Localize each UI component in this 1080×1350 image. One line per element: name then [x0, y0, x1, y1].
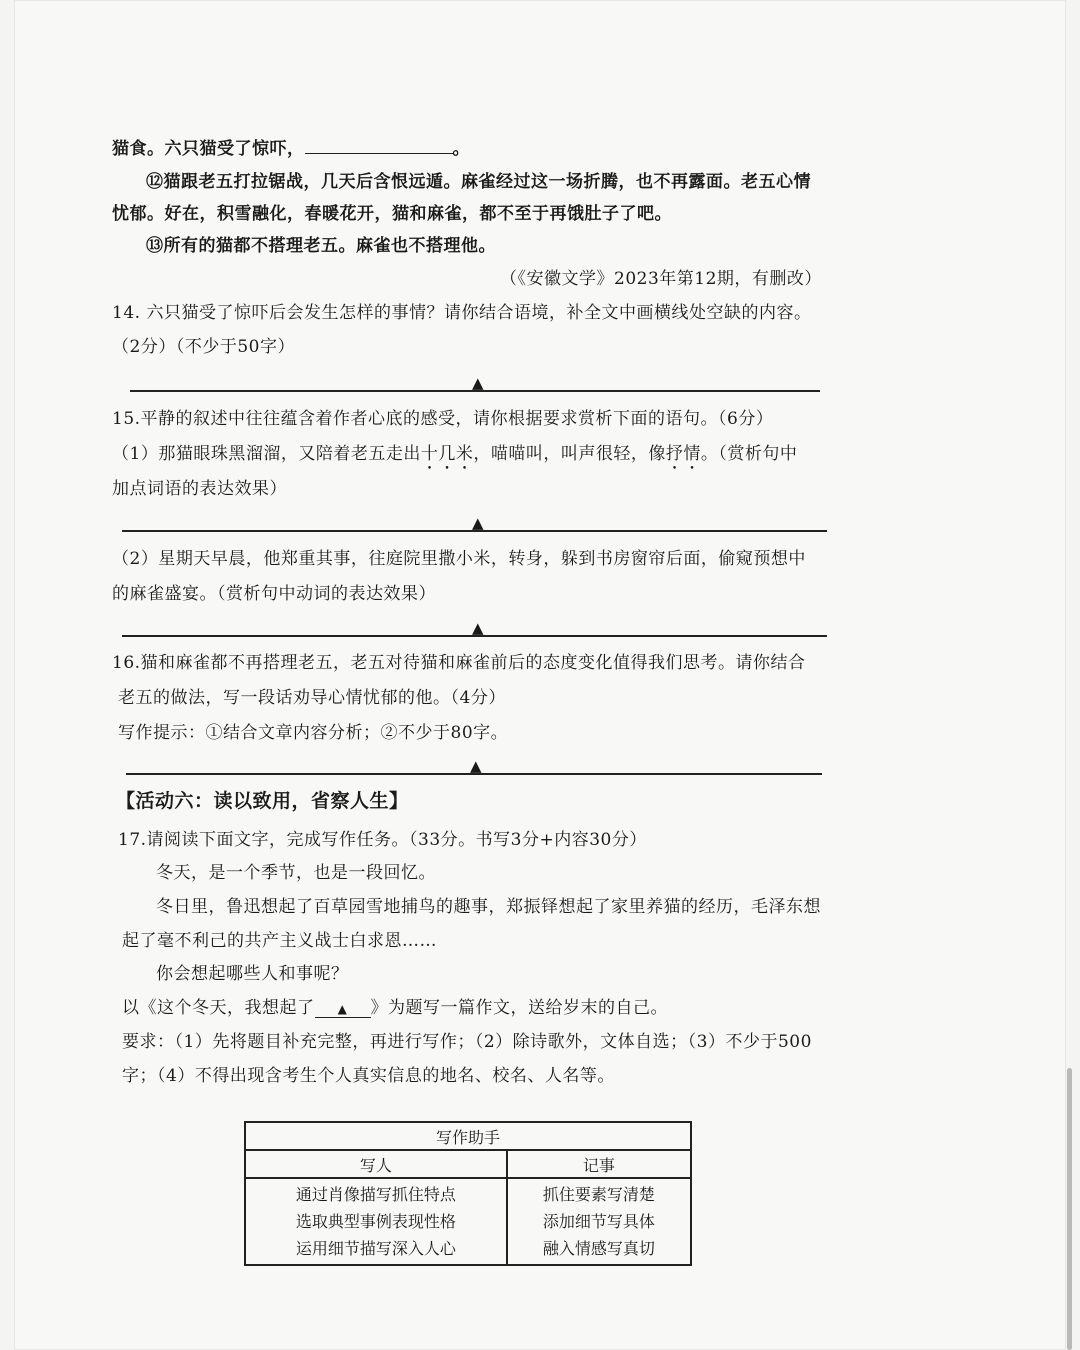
question-15-sub-1-line-2: 加点词语的表达效果）: [112, 479, 287, 499]
table-cell: 通过肖像描写抓住特点: [295, 1185, 456, 1204]
requirements-line-2: 字；（4）不得出现含考生个人真实信息的地名、校名、人名等。: [122, 1066, 615, 1086]
writing-helper-table: [244, 1121, 692, 1266]
material-line-1: 冬天，是一个季节，也是一段回忆。: [156, 863, 436, 883]
column-header-event: 记事: [507, 1150, 691, 1178]
table-cell: 抓住要素写清楚: [542, 1185, 655, 1204]
table-cell: 添加细节写具体: [542, 1212, 655, 1231]
dotted-word-2: 抒情: [665, 444, 701, 464]
paragraph-13: ⑬所有的猫都不搭理老五。麻雀也不搭理他。: [146, 236, 496, 256]
dotted-word-1: 十几米: [420, 444, 474, 464]
person-tips-cell: [245, 1178, 507, 1265]
answer-mark-14: ▲: [472, 374, 484, 392]
question-16-line-1: 16.猫和麻雀都不再搭理老五，老五对待猫和麻雀前后的态度变化值得我们思考。请你结合: [112, 653, 806, 673]
table-title: 写作助手: [245, 1122, 691, 1150]
question-15-sub-1-line-1: （1）那猫眼珠黑溜溜，又陪着老五走出十几米，喵喵叫，叫声很轻，像抒情。（赏析句中: [112, 444, 798, 464]
paragraph-12-line-2: 忧郁。好在，积雪融化，春暖花开，猫和麻雀，都不至于再饿肚子了吧。: [112, 204, 672, 224]
question-16-line-2: 老五的做法，写一段话劝导心情忧郁的他。（4分）: [118, 688, 506, 708]
fill-blank: [305, 139, 453, 154]
essay-title-prompt: 以《这个冬天，我想起了 ▲ 》为题写一篇作文，送给岁末的自己。: [122, 998, 668, 1018]
source-citation: （《安徽文学》2023年第12期，有删改）: [500, 269, 822, 289]
question-14-line-1: 14. 六只猫受了惊吓后会发生怎样的事情？请你结合语境，补全文中画横线处空缺的内容。: [112, 303, 812, 323]
column-header-person: 写人: [245, 1150, 507, 1178]
answer-mark-16: ▲: [470, 757, 482, 775]
table-cell: 选取典型事例表现性格: [295, 1212, 456, 1231]
question-15-sub-2-line-2: 的麻雀盛宴。（赏析句中动词的表达效果）: [112, 584, 436, 604]
passage-line-1: 猫食。六只猫受了惊吓， 。: [112, 139, 470, 159]
table-cell: 融入情感写真切: [542, 1239, 655, 1258]
answer-mark-15-2: ▲: [472, 619, 484, 637]
answer-mark-15-1: ▲: [472, 514, 484, 532]
question-15-stem: 15.平静的叙述中往往蕴含着作者心底的感受，请你根据要求赏析下面的语句。（6分）: [112, 409, 774, 429]
material-line-4: 你会想起哪些人和事呢？: [156, 964, 349, 984]
question-17-stem: 17.请阅读下面文字，完成写作任务。（33分。书写3分+内容30分）: [118, 830, 647, 850]
requirements-line-1: 要求：（1）先将题目补充完整，再进行写作；（2）除诗歌外，文体自选；（3）不少于500: [122, 1032, 812, 1052]
vertical-scrollbar[interactable]: [1067, 1068, 1072, 1350]
table-cell: 运用细节描写深入人心: [295, 1239, 456, 1258]
question-15-sub-2-line-1: （2）星期天早晨，他郑重其事，往庭院里撒小米，转身，躲到书房窗帘后面，偷窥预想中: [112, 549, 806, 569]
question-14-line-2: （2分）（不少于50字）: [112, 337, 295, 357]
activity-6-heading: 【活动六：读以致用，省察人生】: [116, 790, 409, 812]
material-line-2: 冬日里，鲁迅想起了百草园雪地捕鸟的趣事，郑振铎想起了家里养猫的经历，毛泽东想: [156, 897, 821, 917]
material-line-3: 起了毫不利己的共产主义战士白求恩……: [122, 931, 437, 951]
title-blank: ▲: [315, 1003, 371, 1018]
question-16-writing-tips: 写作提示：①结合文章内容分析；②不少于80字。: [118, 723, 509, 743]
paragraph-12-line-1: ⑫猫跟老五打拉锯战，几天后含恨远遁。麻雀经过这一场折腾，也不再露面。老五心情: [146, 172, 811, 192]
event-tips-cell: [507, 1178, 691, 1265]
